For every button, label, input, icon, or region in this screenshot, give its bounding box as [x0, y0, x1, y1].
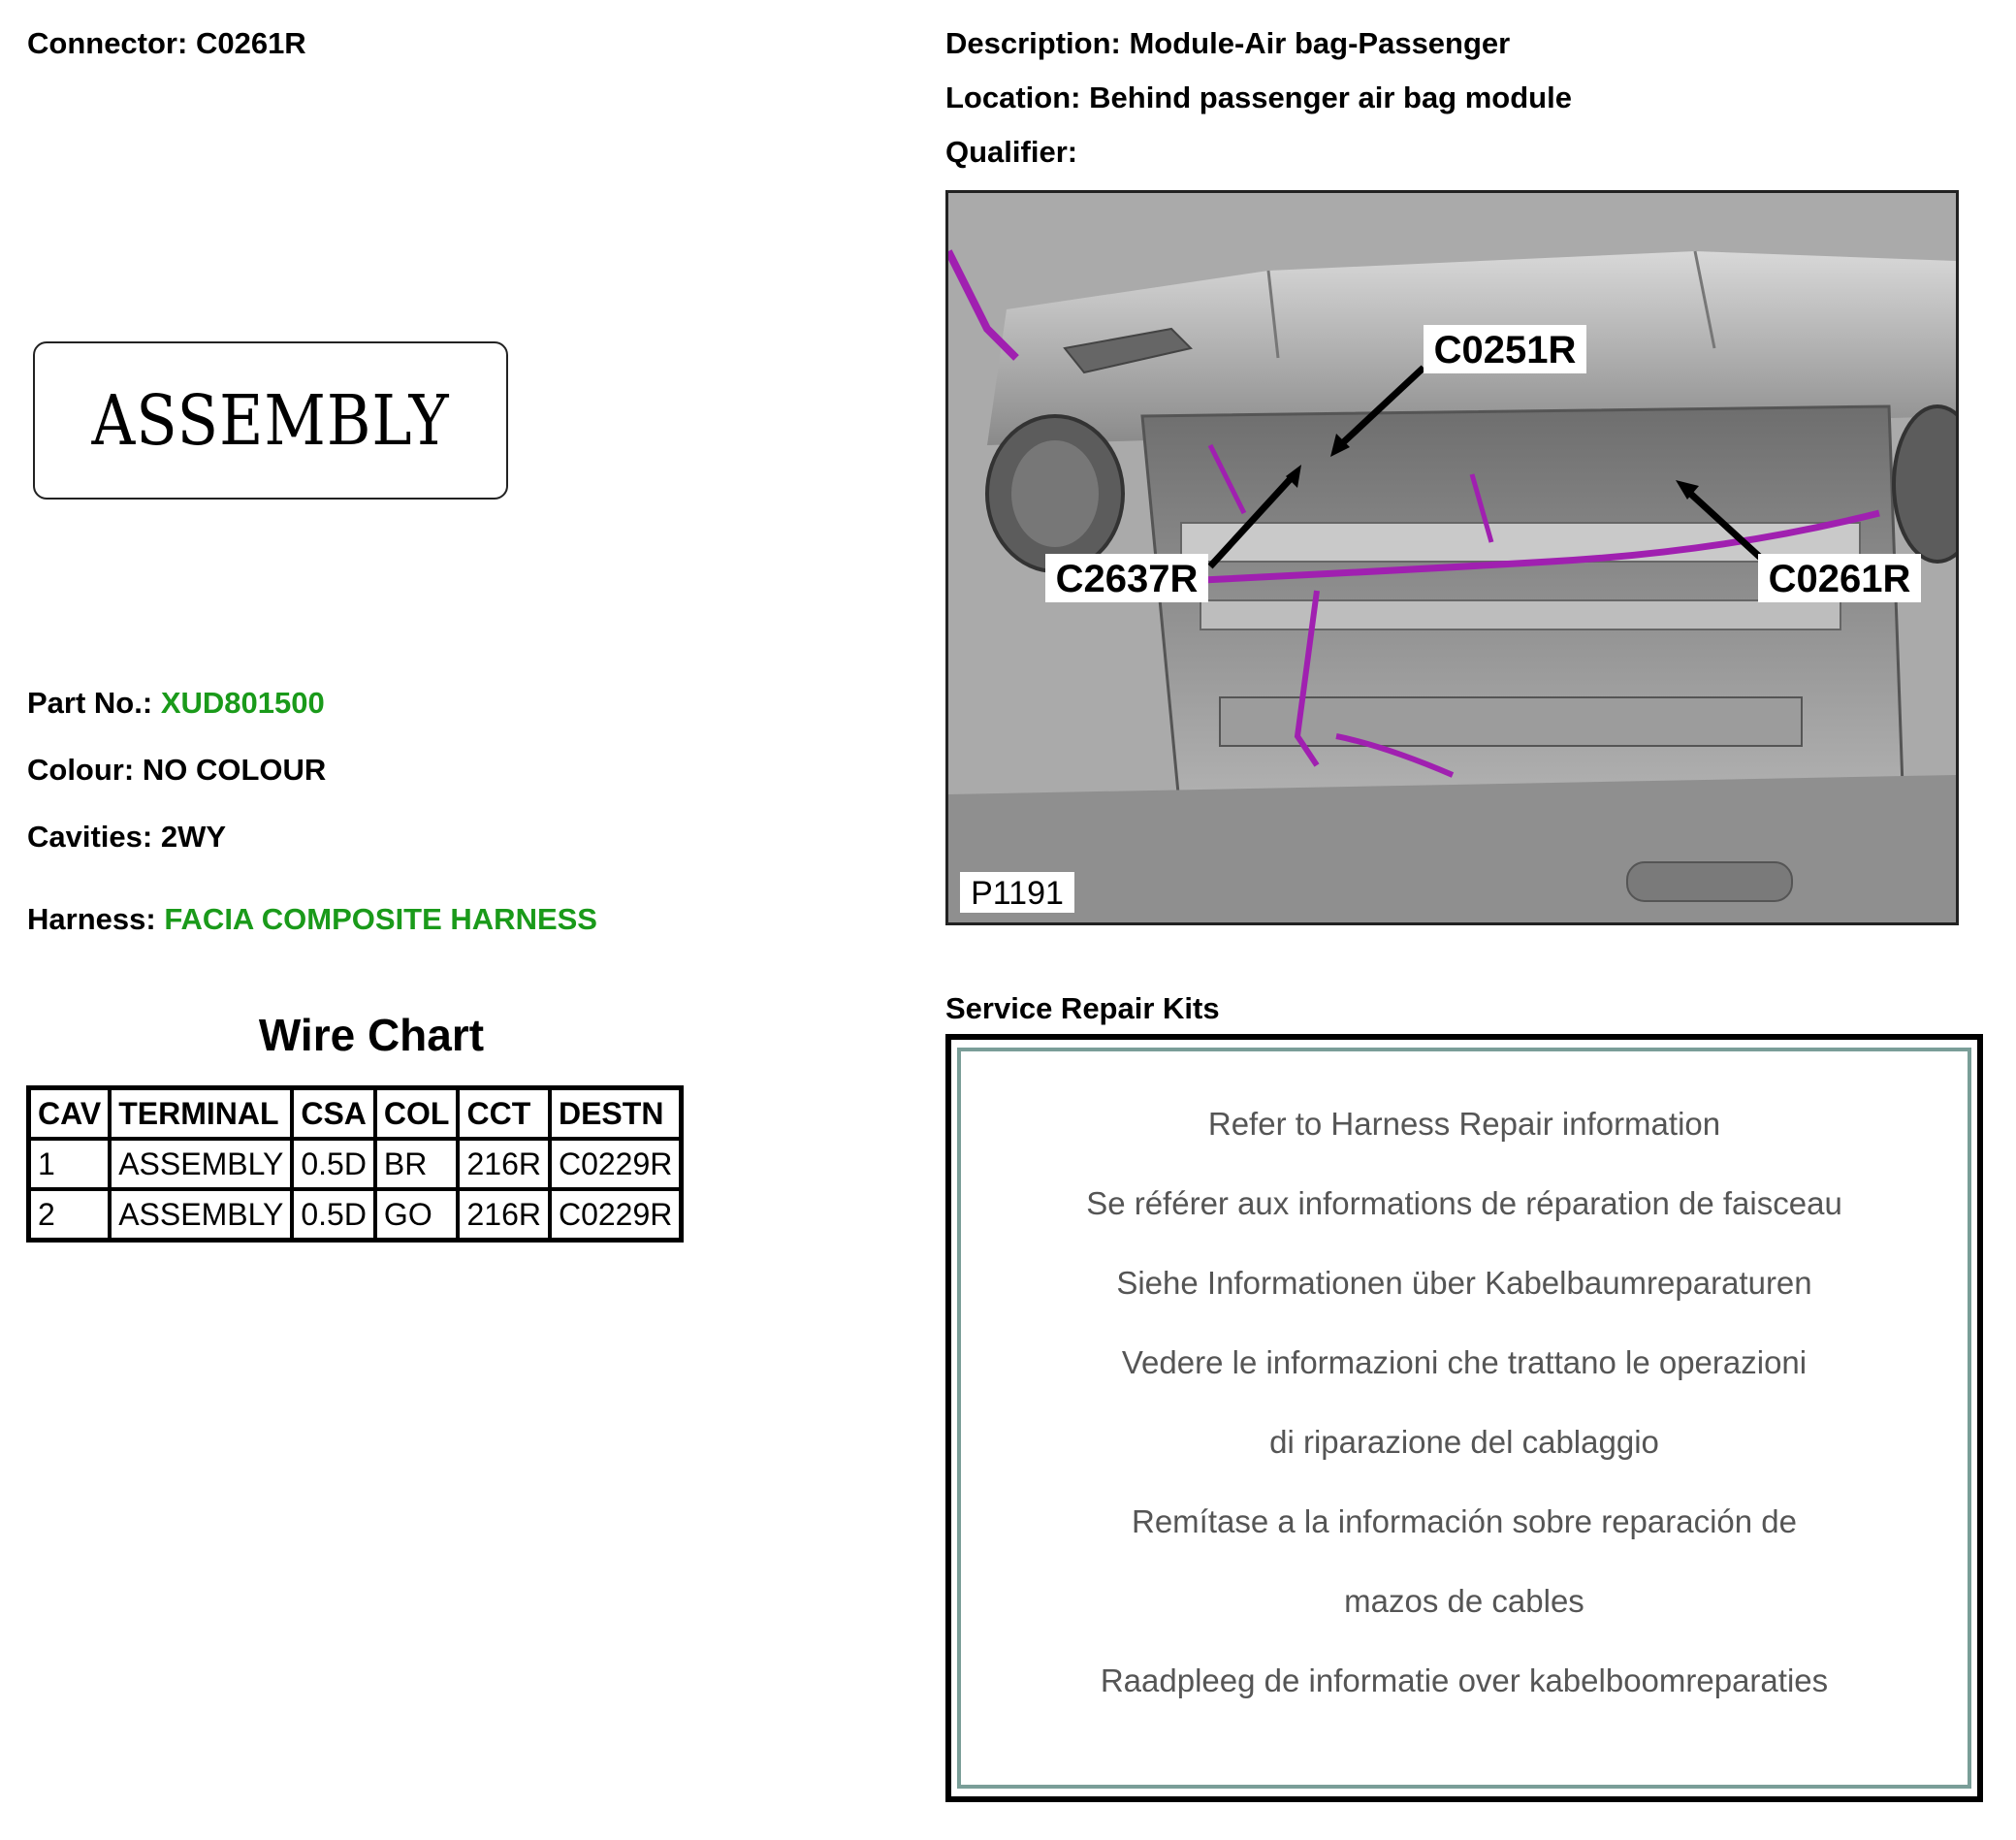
- description-field: Description: Module-Air bag-Passenger: [945, 26, 1511, 60]
- qualifier-field: Qualifier:: [945, 135, 1078, 169]
- connector-face-image: [33, 341, 508, 500]
- service-repair-panel: [945, 1034, 1983, 1802]
- harness-link[interactable]: FACIA COMPOSITE HARNESS: [164, 902, 597, 936]
- col-csa: CSA: [292, 1088, 375, 1140]
- callout-c0261r: C0261R: [1768, 558, 1911, 600]
- callout-c0251r: C0251R: [1433, 329, 1577, 371]
- col-cct: CCT: [458, 1088, 550, 1140]
- dashboard-illustration: [948, 193, 1956, 922]
- table-row: 2 ASSEMBLY 0.5D GO 216R C0229R: [29, 1189, 682, 1241]
- repair-line-es-1: Remítase a la información sobre reparación de: [1131, 1503, 1798, 1539]
- location-field: Location: Behind passenger air bag module: [945, 81, 1572, 114]
- connector-field: Connector: C0261R: [27, 26, 306, 60]
- wire-chart-title: Wire Chart: [258, 1010, 485, 1060]
- repair-line-de: Siehe Informationen über Kabelbaumreparaturen: [1116, 1265, 1812, 1301]
- cavities-field: Cavities: 2WY: [27, 820, 227, 854]
- figure-id: P1191: [971, 875, 1064, 912]
- col-col: COL: [375, 1088, 459, 1140]
- repair-line-it-2: di riparazione del cablaggio: [1269, 1424, 1659, 1460]
- col-cav: CAV: [29, 1088, 111, 1140]
- repair-line-fr: Se référer aux informations de réparation de faisceau: [1086, 1185, 1842, 1221]
- harness-field: Harness: FACIA COMPOSITE HARNESS: [27, 902, 597, 936]
- col-destn: DESTN: [550, 1088, 682, 1140]
- callout-c2637r: C2637R: [1055, 558, 1199, 600]
- repair-line-es-2: mazos de cables: [1344, 1583, 1584, 1619]
- connector-id: C0261R: [195, 26, 306, 60]
- repair-line-nl: Raadpleeg de informatie over kabelboomreparaties: [1100, 1662, 1829, 1698]
- connector-location-image: [945, 190, 1959, 925]
- connector-face-label: ASSEMBLY: [91, 379, 450, 462]
- table-row: 1 ASSEMBLY 0.5D BR 216R C0229R: [29, 1139, 682, 1189]
- part-no-field: Part No.: XUD801500: [27, 686, 325, 720]
- repair-line-it-1: Vedere le informazioni che trattano le operazioni: [1121, 1344, 1808, 1380]
- service-repair-inner: [957, 1048, 1971, 1789]
- wire-chart-header-row: [29, 1088, 682, 1140]
- part-no-link[interactable]: XUD801500: [160, 686, 325, 720]
- col-terminal: TERMINAL: [110, 1088, 292, 1140]
- wire-chart-table: [26, 1085, 684, 1243]
- colour-field: Colour: NO COLOUR: [27, 753, 327, 787]
- repair-line-en: Refer to Harness Repair information: [1207, 1106, 1721, 1142]
- service-repair-title: Service Repair Kits: [945, 991, 1220, 1025]
